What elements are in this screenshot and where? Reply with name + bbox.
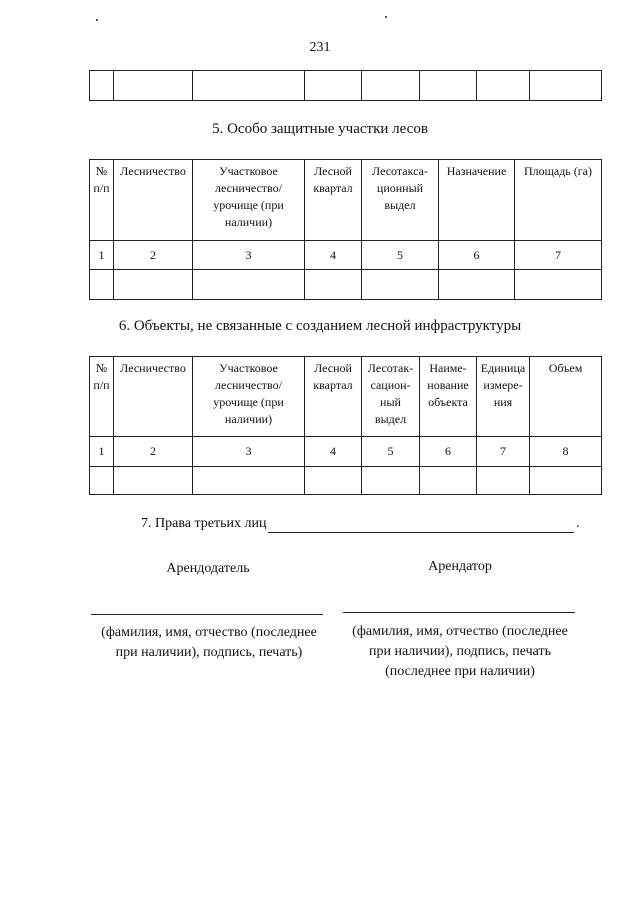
column-number: 1 [90,437,114,467]
column-header: Участковое лесничество/ урочище (при наличии) [193,357,305,437]
table-cell [362,71,420,101]
lessee-caption: (фамилия, имя, отчество (последнее при наличии), подпись, печать (последнее при наличии) [352,624,568,679]
table-cell [477,467,530,495]
page-number: 231 [309,40,331,55]
table-cell [420,71,477,101]
column-number: 7 [477,437,530,467]
scan-speck [96,19,98,21]
table-cell [114,71,193,101]
column-number: 3 [193,437,305,467]
column-number: 5 [362,437,420,467]
column-header: Единица измере-ния [477,357,530,437]
lessor-title: Арендодатель [166,561,250,576]
column-header: № п/п [90,357,114,437]
table-cell [193,467,305,495]
column-number-row [90,241,602,270]
third-party-rights-label: 7. Права третьих лиц [141,516,267,531]
table-cell [193,71,305,101]
column-number-row [90,437,602,467]
column-header: Лесной квартал [305,357,362,437]
table-row [90,270,602,300]
column-number: 1 [90,241,114,270]
column-header: Лесничество [114,357,193,437]
column-header: Лесотакса-ционный выдел [362,160,439,241]
column-header: Площадь (га) [515,160,602,241]
table-row [90,71,602,101]
column-number: 7 [515,241,602,270]
protected-areas-table [89,159,602,300]
section-5-title: 5. Особо защитные участки лесов [212,121,428,137]
lessor-signature-line[interactable] [91,614,323,615]
column-number: 2 [114,437,193,467]
column-header: Участковое лесничество/ урочище (при наличии) [193,160,305,241]
table-header-row [90,160,602,241]
continuation-table [89,70,602,101]
table-header-row [90,357,602,437]
table-cell [362,467,420,495]
scan-speck [385,16,387,18]
table-cell [530,71,602,101]
column-header: Объем [530,357,602,437]
column-header: Лесной квартал [305,160,362,241]
column-header: Лесничество [114,160,193,241]
lessee-title: Арендатор [428,559,492,574]
third-party-rights-end-mark: . [576,516,580,531]
column-number: 5 [362,241,439,270]
column-number: 4 [305,241,362,270]
table-row [90,467,602,495]
non-infrastructure-objects-table [89,356,602,495]
table-cell [114,467,193,495]
third-party-rights-field[interactable] [268,532,574,533]
table-cell [114,270,193,300]
column-number: 3 [193,241,305,270]
column-header: Лесотак-сацион-ный выдел [362,357,420,437]
table-cell [305,71,362,101]
table-cell [90,467,114,495]
table-cell [90,270,114,300]
table-cell [530,467,602,495]
table-cell [362,270,439,300]
table-cell [305,467,362,495]
table-cell [90,71,114,101]
table-cell [305,270,362,300]
column-number: 6 [439,241,515,270]
table-cell [515,270,602,300]
table-cell [420,467,477,495]
column-header: Назначение [439,160,515,241]
column-number: 4 [305,437,362,467]
column-number: 8 [530,437,602,467]
column-header: Наиме-нование объекта [420,357,477,437]
column-header: № п/п [90,160,114,241]
table-cell [477,71,530,101]
section-6-title: 6. Объекты, не связанные с созданием лесной инфраструктуры [118,318,522,334]
lessor-caption: (фамилия, имя, отчество (последнее при наличии), подпись, печать) [101,625,317,660]
table-cell [193,270,305,300]
table-cell [439,270,515,300]
column-number: 6 [420,437,477,467]
column-number: 2 [114,241,193,270]
lessee-signature-line[interactable] [343,612,575,613]
